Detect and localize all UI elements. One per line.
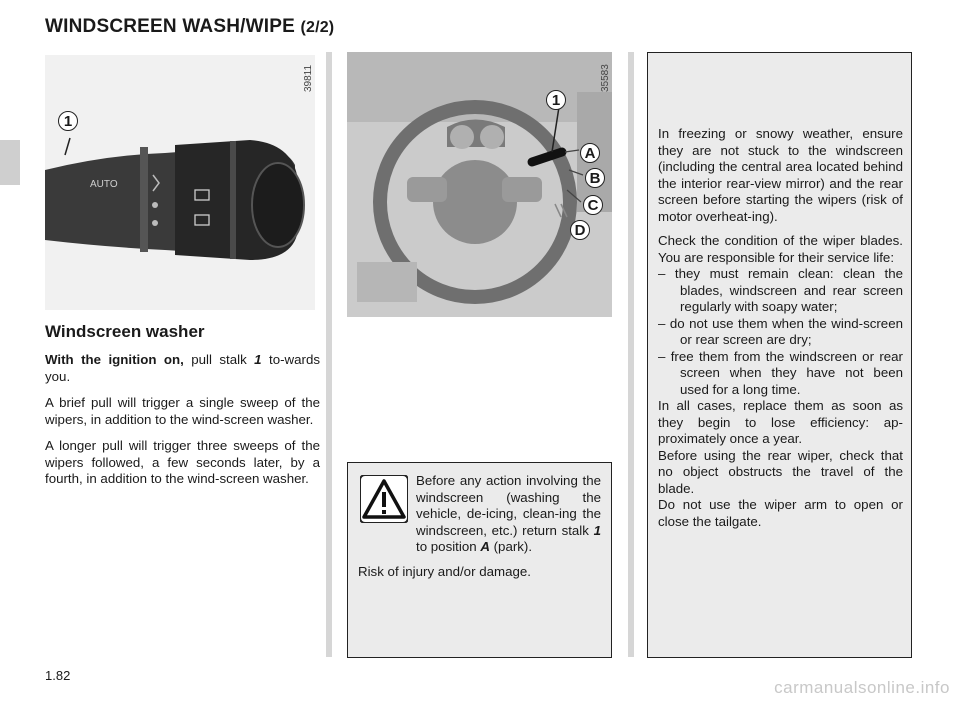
callout-1-left: 1 [58, 111, 78, 131]
washer-para-3: A longer pull will trigger three sweeps of the wipers followed, a few seconds later, by a fourth, in addition to the wind-screen washer. [45, 438, 320, 486]
warning-position: A [480, 539, 490, 554]
info-bullet: – free them from the windscreen or rear screen when they have not been used for a long time. [658, 348, 903, 397]
page-number: 1.82 [45, 668, 71, 683]
callout-b: B [585, 168, 605, 188]
warning-box [347, 462, 612, 658]
dashboard-photo [347, 52, 612, 317]
washer-p1-b: to-wards you. [45, 352, 320, 384]
info-para-4: Before using the rear wiper, check that no object obstructs the travel of the blade. [658, 447, 903, 496]
info-para-3: In all cases, replace them as soon as they begin to lose efficiency: ap-proximately once a year. [658, 398, 903, 446]
warning-text [358, 473, 601, 580]
column-divider-right [628, 52, 634, 657]
stalk-illustration [45, 55, 315, 310]
page-title [45, 16, 334, 38]
photo-id-left: 39811 [303, 64, 314, 92]
washer-para-2: A brief pull will trigger a single sweep of the wipers, in addition to the wind-screen washer. [45, 395, 320, 427]
washer-section [45, 322, 320, 498]
watermark: carmanualsonline.info [774, 678, 950, 697]
warning-text-b: to position [416, 539, 481, 554]
info-para-2: Check the condition of the wiper blades. You are responsible for their service life: [658, 233, 903, 265]
washer-para-1 [45, 352, 320, 385]
info-bullet: – they must remain clean: clean the blades, windscreen and rear screen regularly with soapy water; [658, 266, 903, 314]
info-bullet: – do not use them when the wind-screen or rear screen are dry; [658, 315, 903, 347]
photo-id-center: 35583 [600, 64, 611, 92]
section-heading: Windscreen washer [45, 322, 205, 341]
callout-a: A [580, 143, 600, 163]
stalk-photo [45, 55, 315, 310]
info-text [658, 126, 903, 530]
ignition-note: With the ignition on, [45, 352, 184, 367]
dashboard-illustration [347, 52, 612, 317]
info-para-1: In freezing or snowy weather, ensure they are not stuck to the windscreen (including the central area located behind the interior rear-view mirror) and the rear screen before starting the wipers (risk of motor overheat-ing). [658, 126, 903, 224]
title-suffix: (2/2) [300, 19, 335, 36]
warning-text-a: Before any action involving the windscreen (washing the vehicle, de-icing, clean-ing the windscreen, etc.) return stalk [416, 473, 601, 538]
warning-stalk-number: 1 [593, 522, 601, 538]
svg-text:AUTO: AUTO [90, 179, 118, 190]
warning-risk: Risk of injury and/or damage. [358, 563, 531, 579]
stalk-number: 1 [254, 352, 262, 367]
info-box [647, 52, 912, 658]
callout-1-center: 1 [546, 90, 566, 110]
warning-text-c: (park). [489, 539, 533, 554]
washer-p1-a: pull stalk [183, 352, 255, 367]
callout-c: C [583, 195, 603, 215]
info-bullets [658, 266, 903, 398]
callout-d: D [570, 220, 590, 240]
chapter-tab [0, 140, 20, 185]
info-para-5: Do not use the wiper arm to open or close the tailgate. [658, 497, 903, 529]
title-text: WINDSCREEN WASH/WIPE [45, 16, 295, 37]
column-divider-left [326, 52, 332, 657]
